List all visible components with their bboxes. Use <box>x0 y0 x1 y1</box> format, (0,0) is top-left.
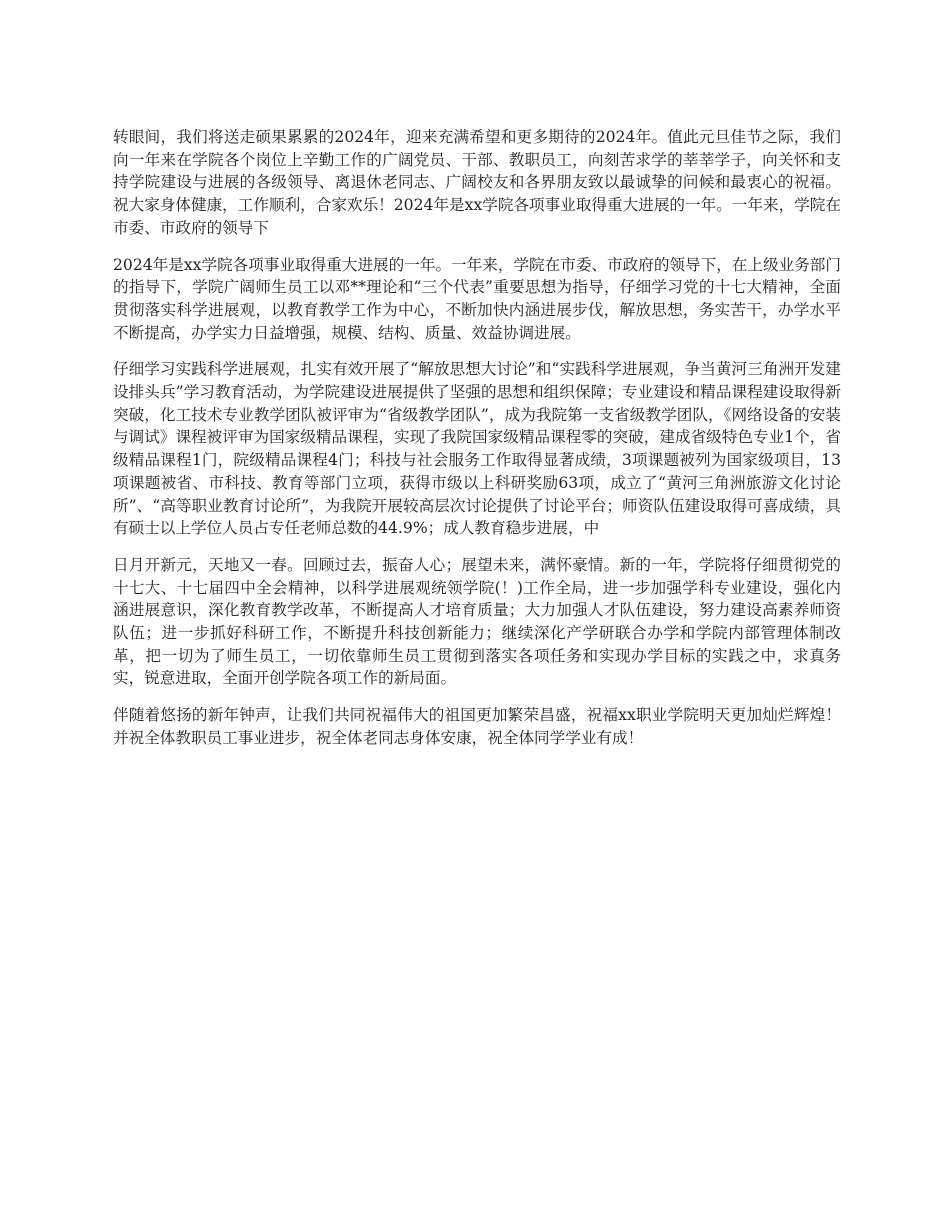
paragraph-achievements-detail: 仔细学习实践科学进展观，扎实有效开展了“解放思想大讨论”和“实践科学进展观，争当黄河三角洲开发建设排头兵”学习教育活动，为学院建设进展提供了坚强的思想和组织保障；专业建设和精品课程建设取得新突破，化工技术专业教学团队被评审为“省级教学团队”，成为我院第一支省级教学团队，《网络设备的安装与调试》课程被评审为国家级精品课程，实现了我院国家级精品课程零的突破，建成省级特色专业1个，省级精品课程1门，院级精品课程4门；科技与社会服务工作取得显著成绩，3项课题被列为国家级项目，13项课题被省、市科技、教育等部门立项，获得市级以上科研奖励63项，成立了“黄河三角洲旅游文化讨论所”、“高等职业教育讨论所”，为我院开展较高层次讨论提供了讨论平台；师资队伍建设取得可喜成绩，具有硕士以上学位人员占专任老师总数的44.9%；成人教育稳步进展，中 <box>113 360 841 538</box>
document-body <box>113 126 841 764</box>
paragraph-greeting: 转眼间，我们将送走硕果累累的2024年，迎来充满希望和更多期待的2024年。值此元旦佳节之际，我们向一年来在学院各个岗位上辛勤工作的广阔党员、干部、教职员工，向刻苦求学的莘莘学子，向关怀和支持学院建设与进展的各级领导、离退休老同志、广阔校友和各界朋友致以最诚挚的问候和最衷心的祝福。祝大家身体健康，工作顺利，合家欢乐！2024年是xx学院各项事业取得重大进展的一年。一年来，学院在市委、市政府的领导下 <box>113 128 841 237</box>
paragraph-closing-wishes: 伴随着悠扬的新年钟声，让我们共同祝福伟大的祖国更加繁荣昌盛，祝福xx职业学院明天更加灿烂辉煌！并祝全体教职员工事业进步，祝全体老同志身体安康，祝全体同学学业有成！ <box>113 706 841 747</box>
paragraph-new-year-plans: 日月开新元，天地又一春。回顾过去，振奋人心；展望未来，满怀豪情。新的一年，学院将仔细贯彻党的十七大、十七届四中全会精神，以科学进展观统领学院(！)工作全局，进一步加强学科专业建设，强化内涵进展意识，深化教育教学改革，不断提高人才培育质量；大力加强人才队伍建设，努力建设高素养师资队伍；进一步抓好科研工作，不断提升科技创新能力；继续深化产学研联合办学和学院内部管理体制改革，把一切为了师生员工，一切依靠师生员工贯彻到落实各项任务和实现办学目标的实践之中，求真务实，锐意进取，全面开创学院各项工作的新局面。 <box>113 555 841 688</box>
paragraph-achievements-overview: 2024年是xx学院各项事业取得重大进展的一年。一年来，学院在市委、市政府的领导下，在上级业务部门的指导下，学院广阔师生员工以邓**理论和“三个代表”重要思想为指导，仔细学习党的十七大精神，全面贯彻落实科学进展观，以教育教学工作为中心，不断加快内涵进展步伐，解放思想，务实苦干，办学水平不断提高，办学实力日益增强，规模、结构、质量、效益协调进展。 <box>113 255 841 342</box>
